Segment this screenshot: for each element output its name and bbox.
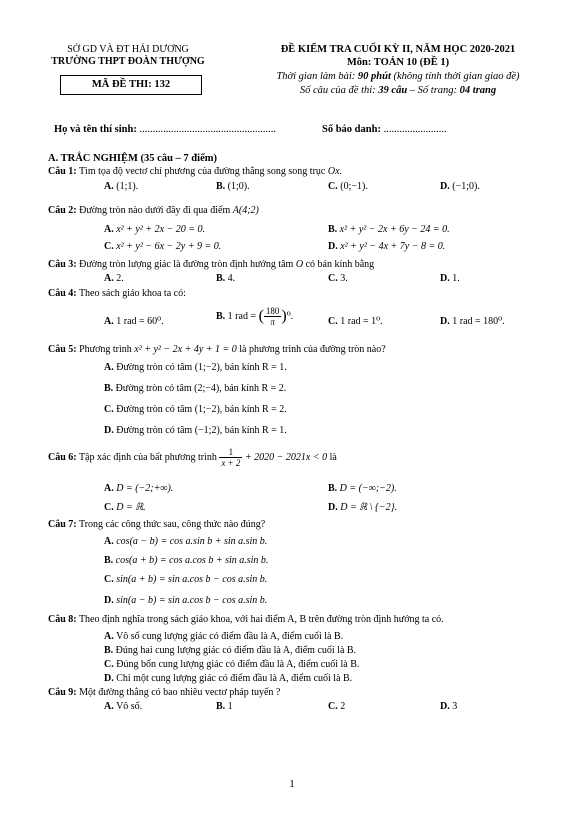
student-id-line: Số báo danh: ........................: [322, 124, 447, 135]
q1-option-a: A. (1;1).: [104, 181, 139, 192]
q1-option-d: D. (−1;0).: [440, 181, 480, 192]
q5-option-d: D. Đường tròn có tâm (−1;2), bán kính R = 1.: [104, 425, 287, 436]
q6-option-d: D. D = ℝ \ {−2}.: [328, 502, 398, 513]
q5-option-b: B. Đường tròn có tâm (2;−4), bán kính R = 2.: [104, 383, 287, 394]
q7-option-b: B. cos(a + b) = cos a.cos b + sin a.sin b.: [104, 555, 269, 566]
q2-option-d: D. x² + y² − 4x + 7y − 8 = 0.: [328, 241, 446, 252]
q1-option-b: B. (1;0).: [216, 181, 250, 192]
question-2: Câu 2: Đường tròn nào dưới đây đi qua điểm A(4;2): [48, 205, 259, 216]
q7-option-a: A. cos(a − b) = cos a.sin b + sin a.sin b.: [104, 536, 268, 547]
q3-option-d: D. 1.: [440, 273, 460, 284]
school-name: TRƯỜNG THPT ĐOÀN THƯỢNG: [51, 56, 205, 67]
q4-option-c: C. 1 rad = 1⁰.: [328, 316, 383, 327]
question-6: Câu 6: Tập xác định của bất phương trình $\frac{1}{x + 2}$ + 2020 − 2021x < 0 là: [48, 447, 337, 469]
exam-subject: Môn: TOÁN 10 (ĐỀ 1): [346, 57, 450, 68]
question-9: Câu 9: Một đường thẳng có bao nhiêu vectơ pháp tuyến ?: [48, 687, 281, 698]
q1-option-c: C. (0;−1).: [328, 181, 368, 192]
q7-option-c: C. sin(a + b) = sin a.cos b − cos a.sin b.: [104, 574, 268, 585]
q5-option-a: A. Đường tròn có tâm (1;−2), bán kính R = 1.: [104, 362, 287, 373]
q6-option-b: B. D = (−∞;−2).: [328, 483, 397, 494]
q2-option-a: A. x² + y² + 2x − 20 = 0.: [104, 224, 206, 235]
question-3: Câu 3: Đường tròn lượng giác là đường tròn định hướng tâm O có bán kính bằng: [48, 259, 375, 270]
q9-option-c: C. 2: [328, 701, 346, 712]
question-4: Câu 4: Theo sách giáo khoa ta có:: [48, 288, 186, 299]
q9-option-b: B. 1: [216, 701, 233, 712]
q8-option-b: B. Đúng hai cung lượng giác có điểm đầu là A, điểm cuối là B.: [104, 645, 357, 656]
q2-option-c: C. x² + y² − 6x − 2y + 9 = 0.: [104, 241, 222, 252]
page-number: 1: [289, 778, 295, 790]
q8-option-a: A. Vô số cung lượng giác có điểm đầu là A, điểm cuối là B.: [104, 631, 344, 642]
q2-option-b: B. x² + y² − 2x + 6y − 24 = 0.: [328, 224, 450, 235]
question-7: Câu 7: Trong các công thức sau, công thức nào đúng?: [48, 519, 266, 530]
q3-option-b: B. 4.: [216, 273, 236, 284]
q7-option-d: D. sin(a − b) = sin a.cos b − cos a.sin b.: [104, 595, 268, 606]
q4-option-b: B. 1 rad = ( $\frac{180}{\pi}$ )⁰.: [216, 306, 294, 327]
question-1: Câu 1: Tìm tọa độ vectơ chỉ phương của đường thẳng song song trục Ox.: [48, 166, 343, 177]
student-name-line: Họ và tên thí sinh: ....................................................: [54, 124, 276, 135]
exam-question-count: Số câu của đề thi: 39 câu – Số trang: 04 trang: [299, 85, 497, 96]
q3-option-c: C. 3.: [328, 273, 348, 284]
q5-option-c: C. Đường tròn có tâm (1;−2), bán kính R = 2.: [104, 404, 287, 415]
q6-option-a: A. D = (−2;+∞).: [104, 483, 174, 494]
section-title: A. TRẮC NGHIỆM (35 câu – 7 điểm): [48, 153, 217, 164]
q8-option-c: C. Đúng bốn cung lượng giác có điểm đầu là A, điểm cuối là B.: [104, 659, 360, 670]
department-name: SỞ GD VÀ ĐT HẢI DƯƠNG: [67, 44, 189, 55]
exam-duration: Thời gian làm bài: 90 phút (không tính thời gian giao đề): [276, 71, 520, 82]
exam-code-box: MÃ ĐỀ THI: 132: [60, 75, 202, 95]
q8-option-d: D. Chỉ một cung lượng giác có điểm đầu là A, điểm cuối là B.: [104, 673, 353, 684]
q6-option-c: C. D = ℝ.: [104, 502, 146, 513]
q4-option-d: D. 1 rad = 180⁰.: [440, 316, 505, 327]
q3-option-a: A. 2.: [104, 273, 124, 284]
q4-option-a: A. 1 rad = 60⁰.: [104, 316, 164, 327]
question-8: Câu 8: Theo định nghĩa trong sách giáo khoa, với hai điểm A, B trên đường tròn định hướng ta có.: [48, 614, 444, 625]
q9-option-d: D. 3: [440, 701, 458, 712]
question-5: Câu 5: Phương trình x² + y² − 2x + 4y + 1 = 0 là phương trình của đường tròn nào?: [48, 344, 386, 355]
q9-option-a: A. Vô số.: [104, 701, 143, 712]
exam-title: ĐỀ KIỂM TRA CUỐI KỲ II, NĂM HỌC 2020-2021: [280, 44, 516, 55]
